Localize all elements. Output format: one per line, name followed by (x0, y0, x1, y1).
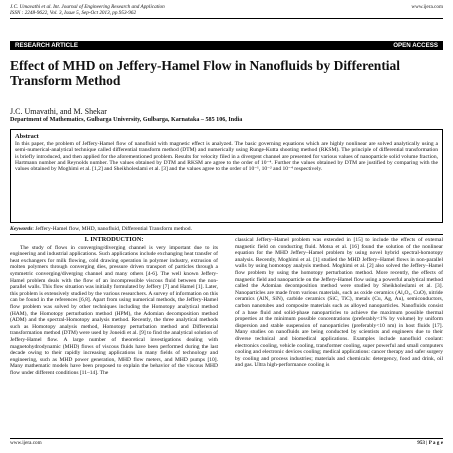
journal-citation: J.C. Umavathi et al. Int. Journal of Engineering Research and Application (10, 4, 165, 10)
issn-line: ISSN : 2248-9622, Vol. 3, Issue 5, Sep-Oct 2013, pp.953-962 (10, 10, 137, 17)
keywords-line (10, 226, 443, 232)
abstract-heading: Abstract (15, 133, 39, 140)
introduction-right-text: classical Jeffery–Hamel problem was extended in [15] to include the effects of external magnetic field on conducting fluid. Motsa et al. [16] found the solution of the nonlinear equation for the MHD Jeffery–Hamel problem by using novel hybrid spectral-homotopy analysis. Recently, Moghimi et al. [1] studied the MHD Jeffery–Hamel flows in non-parallel walls by using homotopy analysis method. Moghimi et al. [2] also solved the Jeffery–Hamel flow problem by using the homotopy perturbation method. More recently, the effects of magnetic field and nanoparticle on the Jeffery-Hamel flow using a powerful analytical method called the Adomian decomposition method were studied by Sheikholeslami et al. [3]. Nanoparticles are made from various materials, such as oxide ceramics (Al₂O₃, CuO), nitride ceramics (AlN, SiN), carbide ceramics (SiC, TiC), metals (Cu, Ag, Au), semiconductors, carbon nanotubes and composite materials such as alloyed nanoparticles. Nanofluids consist of a base fluid and solid-phase nanoparticles to achieve the maximum possible thermal properties at the minimum possible concentrations (preferably<1% by volume) by uniform dispersion and stable suspension of nanoparticles (preferably<10 nm) in host fluids [17]. Many studies on nanofluids are being conducted by scientists and engineers due to their diverse technical and biomedical applications. Examples include nanofluid coolant: electronics cooling, vehicle cooling, transformer cooling, super powerful and small computers cooling and electronic devices cooling; medical applications: cancer therapy and safer surgery by cooling and process industries; materials and chemicals: detergency, food and drink, oil and gas. Ultra high-performance cooling is (235, 237, 443, 369)
keywords-rule (10, 234, 443, 235)
footer-rule (10, 438, 443, 439)
page-number: 953 | P a g e (417, 440, 443, 446)
introduction-heading: I. INTRODUCTION: (84, 236, 144, 243)
abstract-text: In this paper, the problem of Jeffery-Hamel flow of nanofluid with magnetic effect is analyzed. The basic governing equations which are highly nonlinear are solved analytically using a semi-numerical-analytical technique called differential transform method (DTM) and numerically using Runge-Kutta shooting method (RKSM). The principle of differential transformation is briefly introduced, and then applied for the aforementioned problem. Results for velocity filed in a divergent channel are presented for various values of nanoparticle solid volume fraction, Hartmann number and Reynolds number. The values obtained by DTM and RKSM are agree to the order of 10⁻⁴. Further the values obtained by DTM are justified by comparing with the values obtained by Moghimi et al. [1,2] and Sheikholeslami et al. [3] and the values agree to the order of 10⁻¹, 10⁻² and 10⁻⁴ respectively. (15, 141, 438, 173)
right-column (235, 237, 443, 369)
keywords-text: : Jeffery-Hamel flow, MHD, nanofluid, Differential Transform method. (32, 226, 192, 232)
journal-url[interactable]: www.ijera.com (411, 4, 443, 10)
author-affiliation: Department of Mathematics, Gulbarga University, Gulbarga, Karnataka – 585 106, India (10, 117, 243, 123)
introduction-left-text: The study of flows in converging/diverging channel is very important due to its engineering and industrial applications. Such applications include exchanging heat transfer of heat exchangers for milk flowing, cold drawing operation in polymer industry, extrusion of molten polymers through converging dies, pressure driven transport of particles through a symmetric converging/diverging channel and many others [4-6]. The well known Jeffery-Hamel problem deals with the flow of an incompressible viscous fluid between the non-parallel walls. This flow situation was initially formulated by Jeffery [7] and Hamel [1]. Later, this problem is extensively studied by the various researchers. A survey of information on this can be found in the references [6,8]. Apart from using numerical methods, the Jeffery-Hamel flow problem was solved by other techniques including the Homotopy analytical method (HAM), the Homotopy perturbation method (HPM), the Adomian decomposition method (ADM) and the spectral-Homotopy analysis method. Recently, the three analytical methods such as Homotopy analysis method, Homotopy perturbation method and Differential transformation method (DTM) were used by Joneidi et al. [9] to find the analytical solution of Jeffery-Hamel flow. A large number of theoretical investigations dealing with magnetohydrodynamic (MHD) flows of viscous fluids have been performed during the last decade owing to their rapidly increasing applications in many fields of technology and engineering, such as MHD power generation, MHD flow meters, and MHD pumps [10]. Many mathematic models have been proposed to explain the behavior of the viscous MHD flow under different conditions [11–14]. The (10, 244, 218, 376)
footer-url[interactable]: www.ijera.com (10, 440, 42, 446)
paper-authors: J.C. Umavathi, and M. Shekar (10, 107, 107, 116)
keywords-label: Keywords (10, 226, 33, 232)
running-header (10, 4, 443, 16)
left-column (10, 237, 218, 376)
header-rule (10, 18, 443, 19)
research-article-label: RESEARCH ARTICLE (15, 42, 79, 49)
open-access-label: OPEN ACCESS (393, 42, 438, 49)
page-footer (10, 440, 443, 446)
abstract-box (10, 129, 443, 223)
article-type-band (10, 41, 443, 50)
paper-title: Effect of MHD on Jeffery-Hamel Flow in Nanofluids by Differential Transform Method (10, 58, 401, 88)
